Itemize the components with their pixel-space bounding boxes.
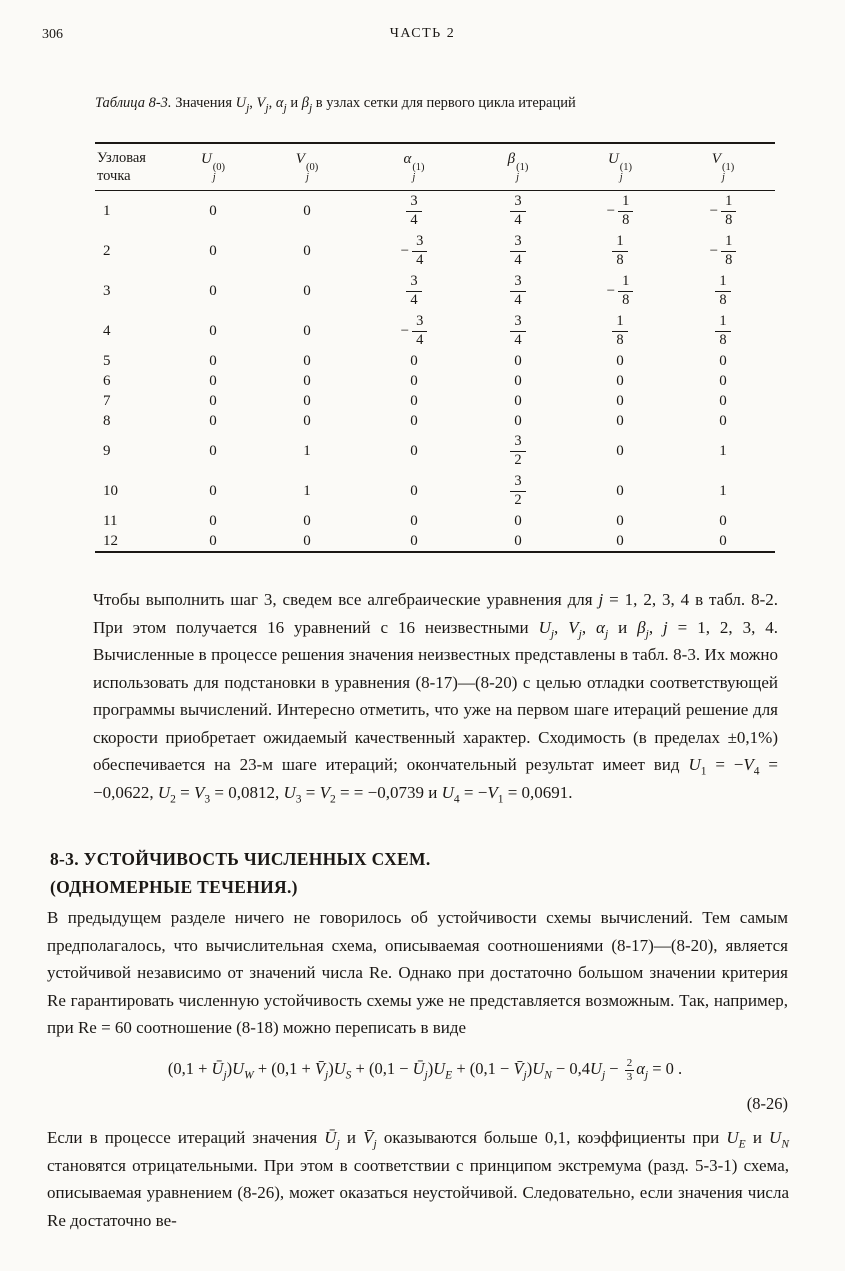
column-header: β (1) j (467, 143, 569, 191)
column-header: U (1) j (569, 143, 671, 191)
table-cell: $\frac{3}{2}$ (467, 431, 569, 471)
row-label: 7 (103, 392, 111, 409)
row-label: 2 (103, 242, 111, 259)
table-cell: 0 (616, 352, 624, 369)
table-cell: 1 (719, 442, 727, 459)
table-cell: $\frac{3}{4}$ (467, 271, 569, 311)
equation: $(0,1 + Ū_j)U_W + (0,1$ + $V̄_j)U_S + (0,1$ − $Ū_j)U_E + (0,1$ − $V̄_j)U_N - 0,4U_j$ − $\frac{2}{3}$ $\alpha_j = 0$ . (167, 1057, 683, 1083)
table-cell: 0 (410, 512, 418, 529)
table-cell: 0 (719, 392, 727, 409)
section-heading-line2: (ОДНОМЕРНЫЕ ТЕЧЕНИЯ.) (50, 877, 298, 897)
table-cell: 0 (303, 352, 311, 369)
table-row (95, 511, 775, 531)
section-heading-line1: 8-3. УСТОЙЧИВОСТЬ ЧИСЛЕННЫХ СХЕМ. (50, 849, 431, 869)
table-row (95, 371, 775, 391)
table-cell: 0 (209, 512, 217, 529)
column-header: V (1) j (671, 143, 775, 191)
table-cell: $\frac{3}{4}$ (467, 311, 569, 351)
table-cell: 0 (514, 512, 522, 529)
table-cell: 0 (303, 322, 311, 339)
table-cell: 0 (616, 512, 624, 529)
table-cell: $\frac{3}{4}$ (467, 191, 569, 232)
table-head (95, 143, 775, 191)
row-label: 5 (103, 352, 111, 369)
table-cell: 0 (209, 412, 217, 429)
table-cell: − $\frac{3}{4}$ (361, 311, 467, 351)
table-cell: 0 (719, 372, 727, 389)
table-cell: 0 (209, 282, 217, 299)
section-heading (50, 845, 790, 901)
table-cell: $\frac{3}{4}$ (361, 271, 467, 311)
table-cell: $\frac{3}{4}$ (361, 191, 467, 232)
running-head: ЧАСТЬ 2 (389, 26, 456, 41)
row-label: 9 (103, 442, 111, 459)
table-cell: 0 (303, 372, 311, 389)
row-label: 12 (103, 532, 118, 549)
table-row (95, 311, 775, 351)
table-row (95, 271, 775, 311)
table-cell: 0 (514, 412, 522, 429)
table-cell: 1 (719, 482, 727, 499)
table-cell: 0 (410, 392, 418, 409)
table-row (95, 531, 775, 552)
table-caption: Таблица 8-3. Значения $U_j$, $V_j$, $\alpha_j$ и $\beta_j$ в узлах сетки для первого цикла итераций (95, 95, 576, 115)
table-cell: 0 (410, 482, 418, 499)
table-cell: 0 (719, 412, 727, 429)
table-cell: 0 (303, 412, 311, 429)
table-header-row (95, 143, 775, 191)
table-body (95, 191, 775, 553)
table-row (95, 431, 775, 471)
table-cell: $\frac{1}{8}$ (671, 311, 775, 351)
row-label: 11 (103, 512, 118, 529)
table-cell: 1 (303, 482, 311, 499)
column-header: α (1) j (361, 143, 467, 191)
table-cell: 0 (514, 532, 522, 549)
table-cell: 0 (410, 412, 418, 429)
table-row (95, 391, 775, 411)
row-label: 4 (103, 322, 111, 339)
table-cell: 0 (410, 372, 418, 389)
row-label: 1 (103, 202, 111, 219)
table-row (95, 471, 775, 511)
table-cell: − $\frac{1}{8}$ (569, 191, 671, 232)
table-container (95, 142, 775, 553)
table-row (95, 351, 775, 371)
table-cell: 0 (209, 532, 217, 549)
table-cell: 0 (410, 442, 418, 459)
table-cell: 0 (209, 322, 217, 339)
table-cell: 0 (209, 392, 217, 409)
table-cell: $\frac{1}{8}$ (569, 311, 671, 351)
table-cell: − $\frac{1}{8}$ (671, 231, 775, 271)
table-cell: 0 (514, 372, 522, 389)
table-cell: 0 (303, 532, 311, 549)
table-cell: $\frac{1}{8}$ (569, 231, 671, 271)
table-cell: 0 (719, 532, 727, 549)
table-row (95, 411, 775, 431)
table-cell: 0 (514, 392, 522, 409)
table-cell: 0 (514, 352, 522, 369)
table-cell: 0 (303, 512, 311, 529)
table-cell: 0 (616, 532, 624, 549)
table-cell: 0 (616, 392, 624, 409)
table-cell: 0 (209, 202, 217, 219)
table-cell: 0 (616, 482, 624, 499)
column-header: Узловая точка (95, 143, 173, 191)
column-header: U (0) j (173, 143, 253, 191)
table-cell: 0 (303, 392, 311, 409)
body-paragraph-1: Чтобы выполнить шаг 3, сведем все алгебраические уравнения для j = 1, 2, 3, 4 в табл. 8-2. При этом получается 16 уравнений с 16 неизвестными $U_j$, $V_j$, $\alpha_j$ и $\beta_j$, j = 1, 2, 3, 4. Вычисленные в процессе решения значения неизвестных представлены в табл. 8-3. Их можно использовать для подстановки в уравнения (8-17)—(8-20) с целью отладки соответствующей программы вычислений. Интересно отметить, что уже на первом шаге итераций решение для скорости приобретает ожидаемый качественный характер. Сходимость (в пределах ±0,1%) обеспечивается на 23-м шаге итераций; окончательный результат имеет вид $U_1 = -V_4 = -0,0622$, $U_2 = V_3 = 0,0812$, $U_3 = V_2$ = = −0,0739 и $U_4 = -V_1 = 0,0691$. (93, 590, 779, 805)
table-cell: 0 (209, 242, 217, 259)
table-cell: 0 (410, 352, 418, 369)
row-label: 3 (103, 282, 111, 299)
table-cell: $\frac{3}{2}$ (467, 471, 569, 511)
table-cell: − $\frac{3}{4}$ (361, 231, 467, 271)
table-row (95, 191, 775, 232)
row-label: 10 (103, 482, 118, 499)
table-row (95, 231, 775, 271)
table-cell: 0 (303, 242, 311, 259)
page-number: 306 (42, 27, 63, 42)
row-label: 8 (103, 412, 111, 429)
table-cell: 0 (209, 352, 217, 369)
equation-number: (8-26) (746, 1094, 788, 1113)
table-cell: 0 (410, 532, 418, 549)
table-cell: 0 (303, 202, 311, 219)
table-cell: 0 (303, 282, 311, 299)
table-cell: 0 (616, 372, 624, 389)
table-cell: − $\frac{1}{8}$ (569, 271, 671, 311)
table-cell: 0 (209, 372, 217, 389)
table-cell: 0 (616, 442, 624, 459)
table-cell: 0 (209, 442, 217, 459)
table-cell: 0 (209, 482, 217, 499)
table-cell: 1 (303, 442, 311, 459)
body-paragraph-2: В предыдущем разделе ничего не говорилось об устойчивости схемы вычислений. Тем самым предполагалось, что вычислительная схема, описываемая соотношениями (8-17)—(8-20), является устойчивой независимо от значений числа Re. Однако при достаточно большом значении критерия Re гарантировать численную устойчивость схемы уже не представляется возможным. Так, например, при Re = 60 соотношение (8-18) можно переписать в виде (47, 908, 788, 1037)
table-cell: − $\frac{1}{8}$ (671, 191, 775, 232)
column-header: V (0) j (253, 143, 361, 191)
table-cell: 0 (719, 512, 727, 529)
data-table (95, 142, 775, 553)
table-cell: $\frac{1}{8}$ (671, 271, 775, 311)
table-cell: 0 (616, 412, 624, 429)
table-cell: 0 (719, 352, 727, 369)
table-cell: $\frac{3}{4}$ (467, 231, 569, 271)
body-paragraph-3: Если в процессе итераций значения $Ū_j$ и $V̄_j$ оказываются больше 0,1, коэффициенты при $U_E$ и $U_N$ становятся отрицательными. При этом в соответствии с принципом экстремума (разд. 5-3-1) схема, описываемая уравнением (8-26), может оказаться неустойчивой. Следовательно, если значения числа Re достаточно ве- (47, 1128, 789, 1230)
row-label: 6 (103, 372, 111, 389)
